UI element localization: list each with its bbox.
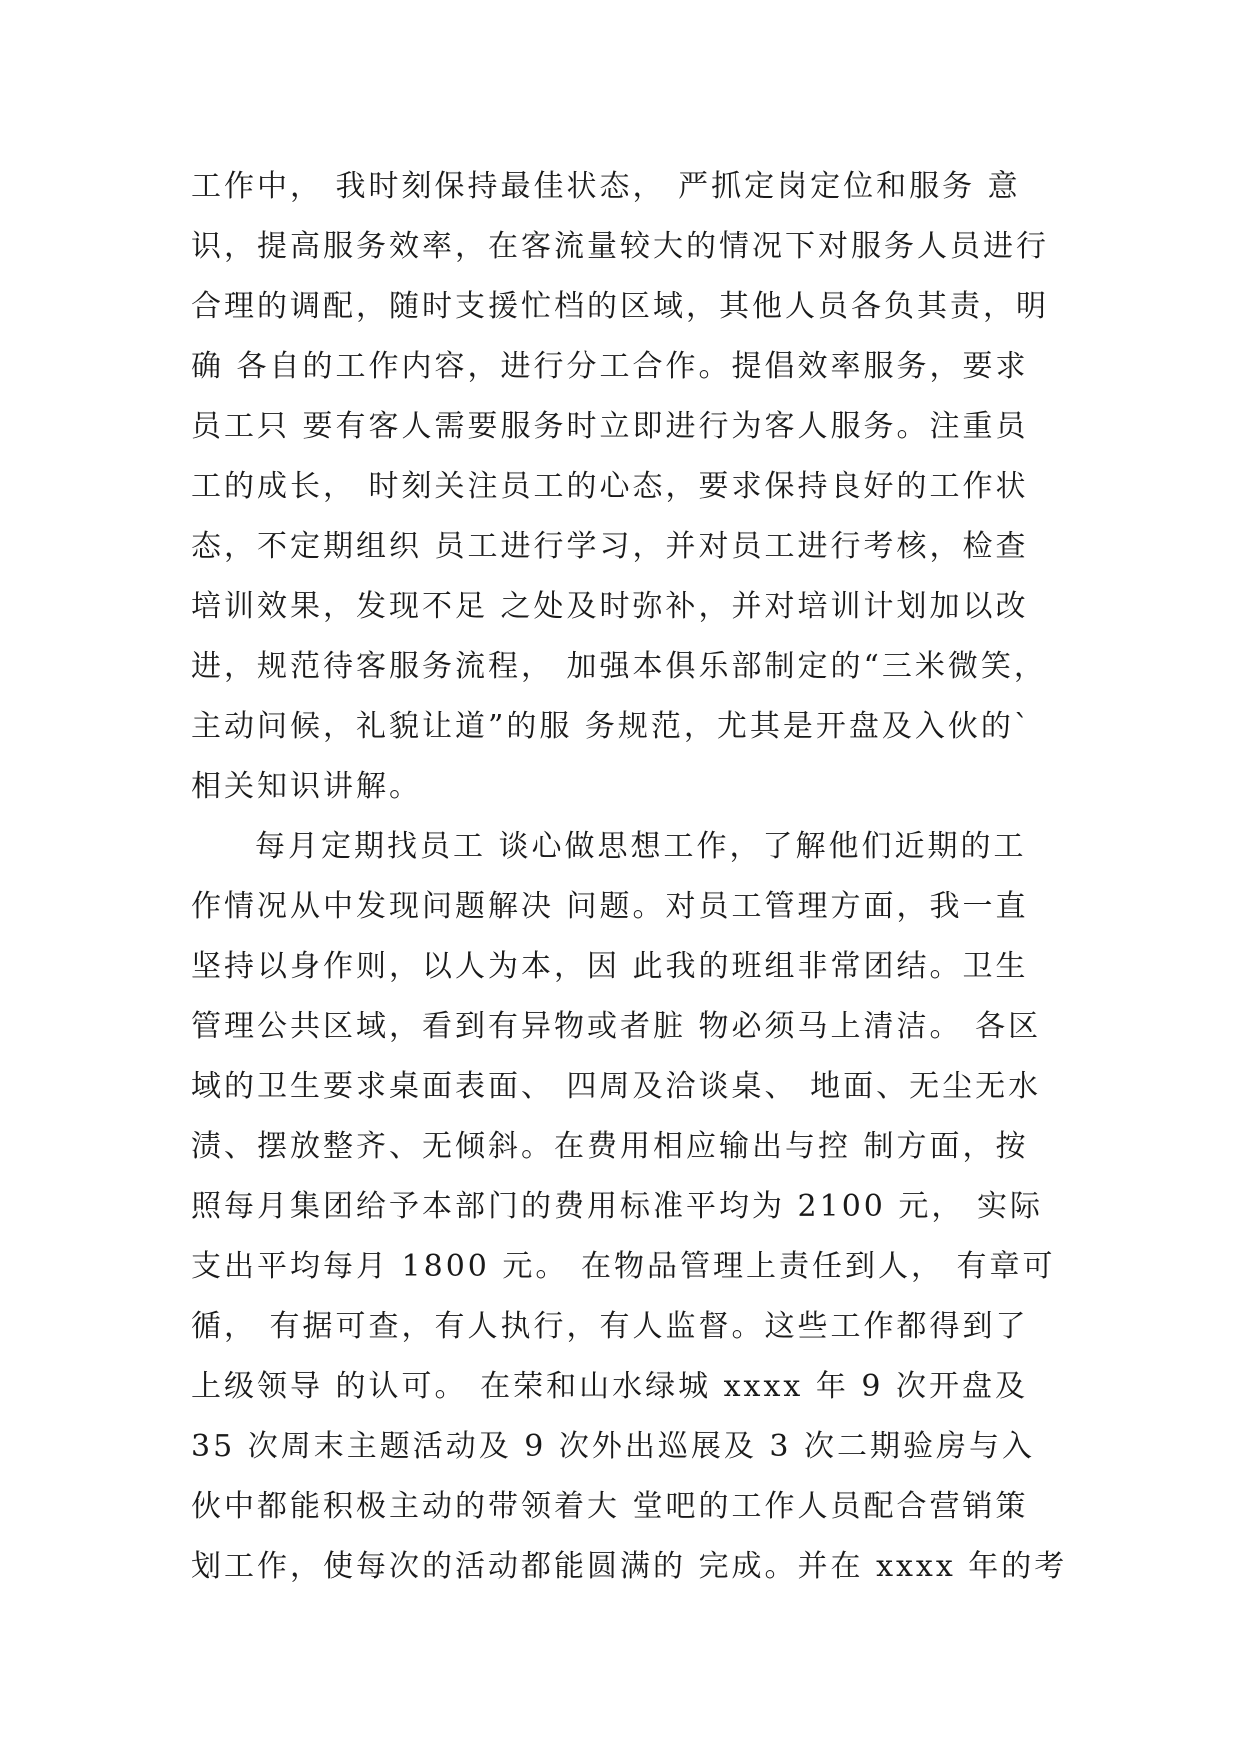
text-line: 循， 有据可查，有人执行，有人监督。这些工作都得到了 [191, 1309, 1029, 1344]
text-line: 作情况从中发现问题解决 问题。对员工管理方面，我一直 [191, 889, 1029, 924]
text-line: 照每月集团给予本部门的费用标准平均为 2100 元， 实际 [191, 1189, 1043, 1224]
text-line: 培训效果，发现不足 之处及时弥补，并对培训计划加以改 [191, 589, 1029, 624]
text-line: 员工只 要有客人需要服务时立即进行为客人服务。注重员 [191, 409, 1029, 444]
text-line: 相关知识讲解。 [191, 769, 422, 804]
text-line: 划工作，使每次的活动都能圆满的 完成。并在 xxxx 年的考 [191, 1549, 1068, 1584]
text-line: 每月定期找员工 谈心做思想工作，了解他们近期的工 [255, 829, 1027, 864]
text-line: 工的成长， 时刻关注员工的心态，要求保持良好的工作状 [191, 469, 1029, 504]
text-line: 合理的调配，随时支援忙档的区域，其他人员各负其责，明 [191, 289, 1049, 324]
text-line: 态，不定期组织 员工进行学习，并对员工进行考核，检查 [191, 529, 1029, 564]
text-line: 域的卫生要求桌面表面、 四周及洽谈桌、 地面、无尘无水 [191, 1069, 1042, 1104]
text-line: 主动问候，礼貌让道”的服 务规范，尤其是开盘及入伙的` [191, 709, 1032, 744]
document-body [191, 157, 1111, 1597]
text-line: 上级领导 的认可。 在荣和山水绿城 xxxx 年 9 次开盘及 [191, 1369, 1028, 1404]
text-line: 进，规范待客服务流程， 加强本俱乐部制定的“三米微笑， [191, 649, 1047, 684]
text-line: 35 次周末主题活动及 9 次外出巡展及 3 次二期验房与入 [191, 1429, 1036, 1464]
text-line: 坚持以身作则，以人为本，因 此我的班组非常团结。卫生 [191, 949, 1029, 984]
text-line: 渍、摆放整齐、无倾斜。在费用相应输出与控 制方面，按 [191, 1129, 1029, 1164]
text-line: 支出平均每月 1800 元。 在物品管理上责任到人， 有章可 [191, 1249, 1056, 1284]
text-line: 工作中， 我时刻保持最佳状态， 严抓定岗定位和服务 意 [191, 169, 1021, 204]
text-line: 管理公共区域，看到有异物或者脏 物必须马上清洁。 各区 [191, 1009, 1042, 1044]
paragraph-2 [191, 817, 1111, 1597]
text-line: 识，提高服务效率，在客流量较大的情况下对服务人员进行 [191, 229, 1049, 264]
text-line: 伙中都能积极主动的带领着大 堂吧的工作人员配合营销策 [191, 1489, 1029, 1524]
paragraph-1 [191, 157, 1111, 817]
text-line: 确 各自的工作内容，进行分工合作。提倡效率服务，要求 [191, 349, 1029, 384]
